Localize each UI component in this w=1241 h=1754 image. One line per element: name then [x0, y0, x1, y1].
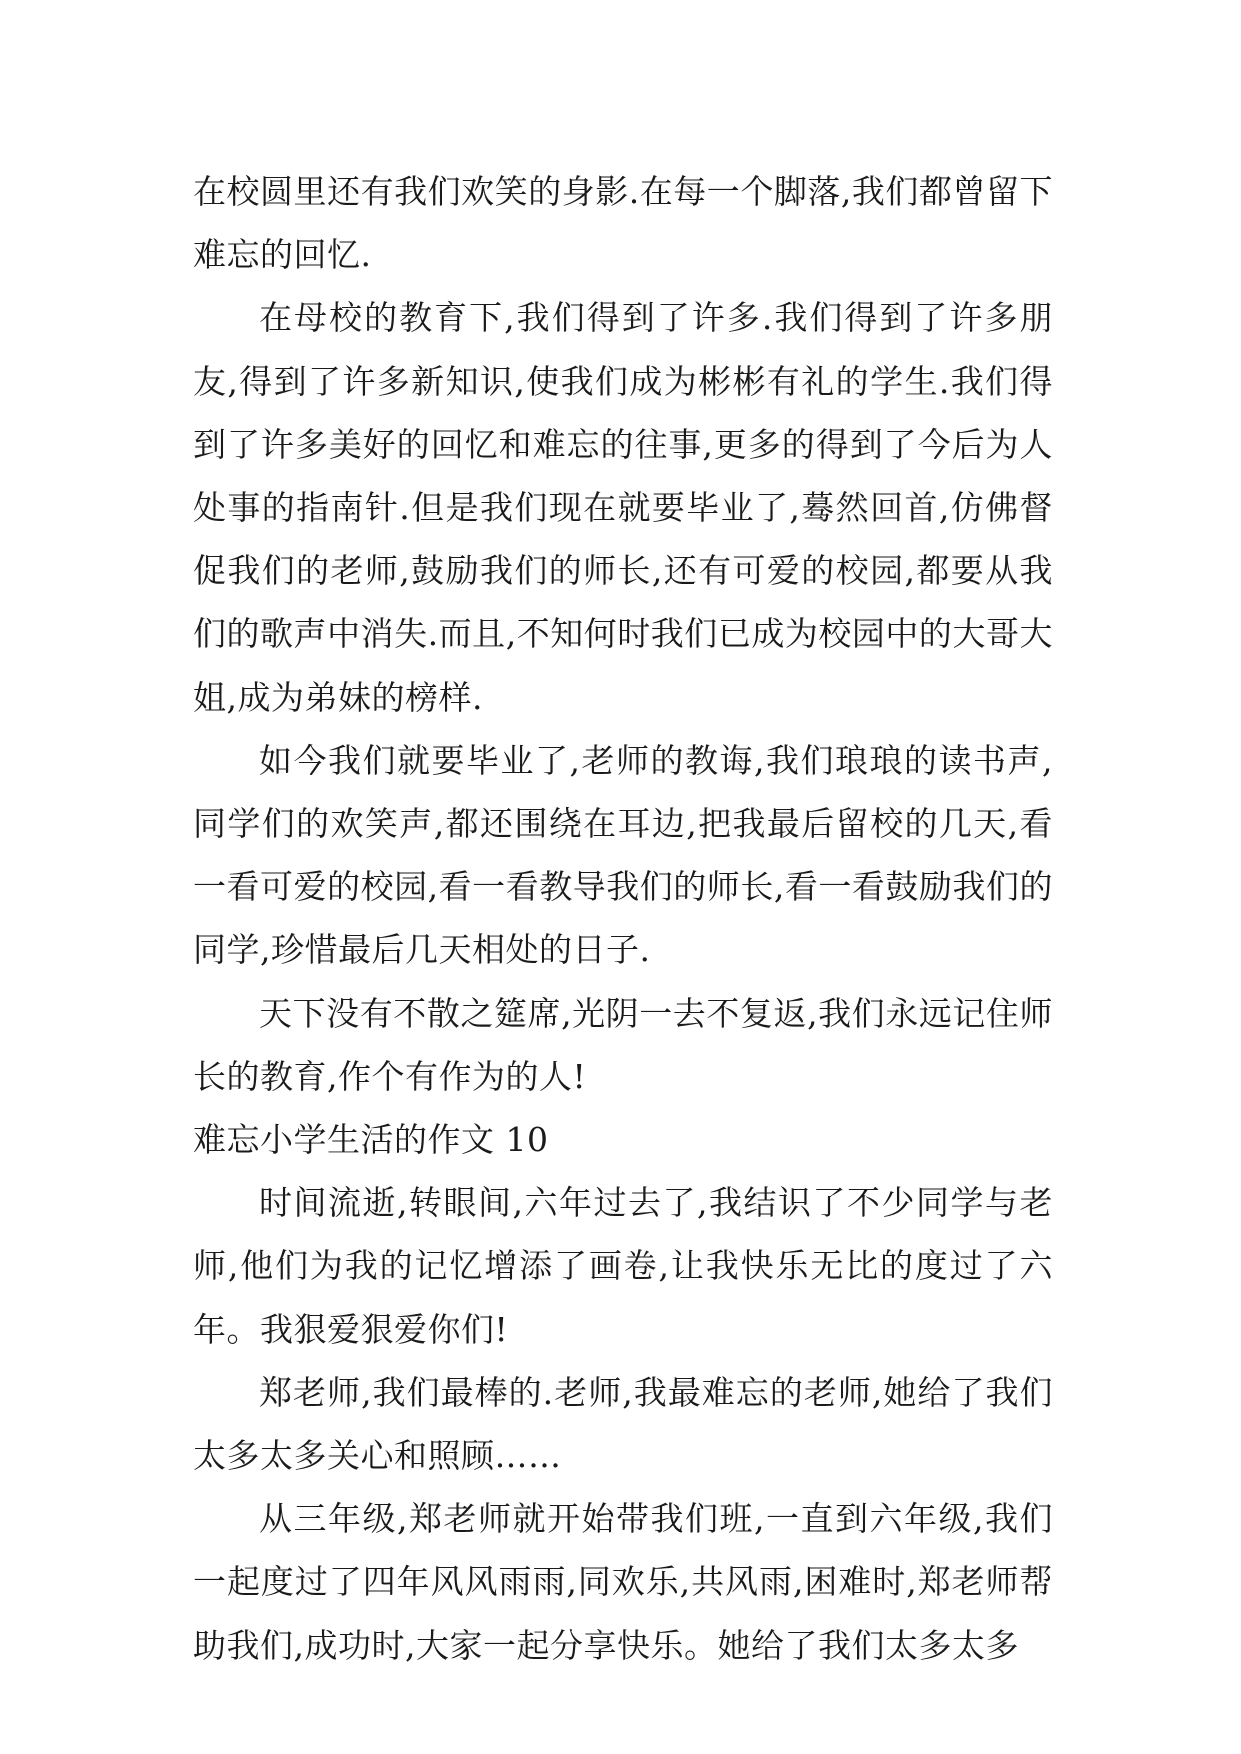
- section-title: 难忘小学生活的作文 10: [193, 1120, 549, 1160]
- section-paragraph-1: 时间流逝,转眼间,六年过去了,我结识了不少同学与老师,他们为我的记忆增添了画卷,让我快乐无比的度过了六年。我狠爱狠爱你们!: [193, 1183, 1053, 1349]
- paragraph-2: 在母校的教育下,我们得到了许多.我们得到了许多朋友,得到了许多新知识,使我们成为彬彬有礼的学生.我们得到了许多美好的回忆和难忘的往事,更多的得到了今后为人处事的指南针.但是我们现在就要毕业了,蓦然回首,仿佛督促我们的老师,鼓励我们的师长,还有可爱的校园,都要从我们的歌声中消失.而且,不知何时我们已成为校园中的大哥大姐,成为弟妹的榜样.: [193, 298, 1053, 717]
- paragraph-1: 在校圆里还有我们欢笑的身影.在每一个脚落,我们都曾留下难忘的回忆.: [193, 172, 1053, 275]
- section-paragraph-3: 从三年级,郑老师就开始带我们班,一直到六年级,我们一起度过了四年风风雨雨,同欢乐,共风雨,困难时,郑老师帮助我们,成功时,大家一起分享快乐。她给了我们太多太多: [193, 1499, 1053, 1665]
- document-body: [193, 160, 1053, 1677]
- section-paragraph-2: 郑老师,我们最棒的.老师,我最难忘的老师,她给了我们太多太多关心和照顾……: [193, 1372, 1053, 1476]
- paragraph-4: 天下没有不散之筵席,光阴一去不复返,我们永远记住师长的教育,作个有作为的人!: [193, 993, 1053, 1096]
- paragraph-3: 如今我们就要毕业了,老师的教诲,我们琅琅的读书声,同学们的欢笑声,都还围绕在耳边,把我最后留校的几天,看一看可爱的校园,看一看教导我们的师长,看一看鼓励我们的同学,珍惜最后几天相处的日子.: [193, 740, 1053, 970]
